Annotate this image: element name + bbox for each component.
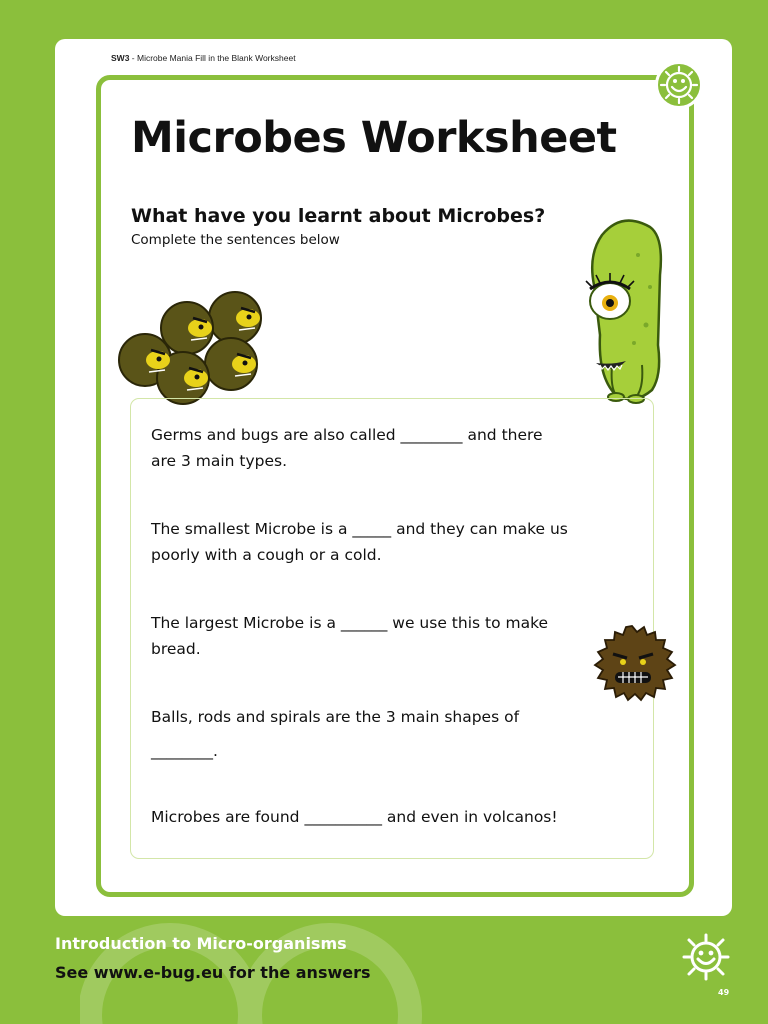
sentences-panel [130, 398, 654, 859]
sentence-line: The smallest Microbe is a _____ and they can make us [151, 520, 568, 538]
page-number: 49 [718, 988, 730, 997]
sentence-item [151, 516, 568, 568]
footer-topic: Introduction to Micro-organisms [55, 934, 347, 953]
sentence-line: The largest Microbe is a ______ we use this to make [151, 614, 549, 632]
cocci-cluster-characters [115, 290, 265, 406]
rod-bacterium-character [572, 215, 672, 405]
sentence-item [151, 610, 548, 662]
worksheet-code: SW3 [111, 53, 130, 63]
reference-separator: - [129, 53, 137, 63]
sentence-line: Germs and bugs are also called ________ and there [151, 426, 543, 444]
sentence-line: Balls, rods and spirals are the 3 main shapes of [151, 708, 520, 726]
sentence-line: bread. [151, 640, 201, 658]
sentence-line: are 3 main types. [151, 452, 288, 470]
instruction-text: Complete the sentences below [131, 232, 340, 248]
question-heading: What have you learnt about Microbes? [131, 205, 546, 227]
page-title: Microbes Worksheet [131, 113, 617, 163]
sentence-item [151, 704, 519, 764]
sentence-line: poorly with a cough or a cold. [151, 546, 382, 564]
worksheet-subtitle: Microbe Mania Fill in the Blank Worksheet [136, 53, 296, 63]
sentence-line: ________. [151, 742, 218, 760]
sentence-line: Microbes are found __________ and even in volcanos! [151, 808, 558, 826]
sentence-item [151, 804, 558, 830]
worksheet-page [55, 39, 732, 916]
e-bug-microbe-logo-icon [681, 932, 731, 982]
smiling-microbe-icon [655, 61, 703, 109]
worksheet-reference [111, 53, 296, 63]
sentence-item [151, 422, 543, 474]
footer-answers-link[interactable]: See www.e-bug.eu for the answers [55, 963, 371, 982]
fuzzy-fungus-character [587, 622, 677, 702]
